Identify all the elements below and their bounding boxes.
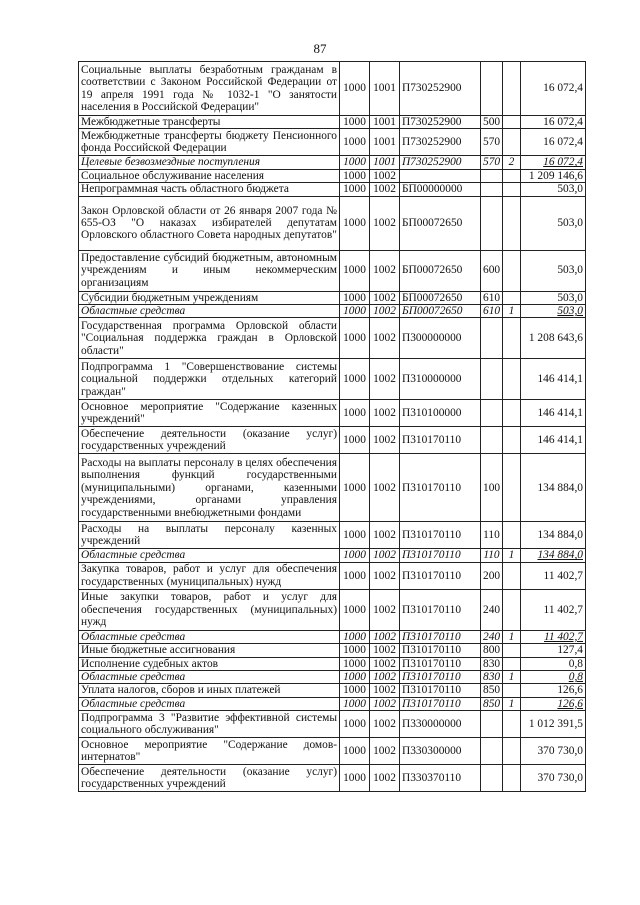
amount-cell <box>521 291 586 304</box>
expense-type-code-cell <box>481 196 503 250</box>
section-code-cell: 1000 <box>340 169 370 182</box>
amount-cell <box>521 250 586 291</box>
expense-type-code-cell: 110 <box>481 522 503 549</box>
row-name-cell: Межбюджетные трансферты бюджету Пенсионного фонда Российской Федерации <box>79 129 340 156</box>
funding-source-code-cell <box>503 183 521 196</box>
funding-source-code-cell: 1 <box>503 630 521 643</box>
amount-value: 16 072,4 <box>543 82 583 95</box>
target-article-code-cell: П310170110 <box>400 644 481 657</box>
funding-source-code-cell <box>503 250 521 291</box>
row-name-cell: Иные бюджетные ассигнования <box>79 644 340 657</box>
section-code-cell: 1000 <box>340 589 370 630</box>
target-article-code-cell: П310170110 <box>400 684 481 697</box>
funding-source-code-cell: 1 <box>503 305 521 318</box>
funding-source-code-cell <box>503 359 521 400</box>
expense-type-code-cell <box>481 359 503 400</box>
target-article-code-cell: БП00072650 <box>400 291 481 304</box>
target-article-code-cell: П310170110 <box>400 549 481 562</box>
amount-cell <box>521 116 586 129</box>
amount-cell <box>521 454 586 522</box>
amount-cell <box>521 62 586 116</box>
row-name-cell: Расходы на выплаты персоналу в целях обеспечения выполнения функций государственными (муниципальными) органами, казенными учреждениями, органами управления государственными внебюджетными фондами <box>79 454 340 522</box>
section-code-cell: 1000 <box>340 318 370 359</box>
target-article-code-cell <box>400 169 481 182</box>
subsection-code-cell: 1002 <box>370 305 400 318</box>
amount-value: 0,8 <box>568 657 583 670</box>
expense-type-code-cell <box>481 169 503 182</box>
section-code-cell: 1000 <box>340 183 370 196</box>
subsection-code-cell: 1002 <box>370 697 400 710</box>
subsection-code-cell: 1002 <box>370 400 400 427</box>
expense-type-code-cell: 570 <box>481 129 503 156</box>
section-code-cell: 1000 <box>340 671 370 684</box>
subsection-code-cell: 1002 <box>370 318 400 359</box>
table-row <box>79 630 586 643</box>
amount-value: 11 402,7 <box>543 603 583 616</box>
table-row <box>79 454 586 522</box>
amount-value: 503,0 <box>557 216 583 229</box>
subsection-code-cell: 1002 <box>370 169 400 182</box>
amount-cell <box>521 549 586 562</box>
target-article-code-cell: П310170110 <box>400 522 481 549</box>
row-name-cell: Областные средства <box>79 549 340 562</box>
target-article-code-cell: П310170110 <box>400 562 481 589</box>
expense-type-code-cell: 830 <box>481 657 503 670</box>
amount-value: 1 012 391,5 <box>528 718 583 731</box>
amount-cell <box>521 671 586 684</box>
table-row <box>79 671 586 684</box>
funding-source-code-cell: 2 <box>503 156 521 169</box>
subsection-code-cell: 1001 <box>370 62 400 116</box>
table-row <box>79 116 586 129</box>
subsection-code-cell: 1002 <box>370 562 400 589</box>
target-article-code-cell: П330000000 <box>400 711 481 738</box>
amount-cell <box>521 630 586 643</box>
target-article-code-cell: П300000000 <box>400 318 481 359</box>
amount-cell <box>521 589 586 630</box>
funding-source-code-cell: 1 <box>503 671 521 684</box>
amount-value: 146 414,1 <box>537 407 583 420</box>
row-name-cell: Субсидии бюджетным учреждениям <box>79 291 340 304</box>
section-code-cell: 1000 <box>340 427 370 454</box>
expense-type-code-cell: 240 <box>481 630 503 643</box>
amount-cell <box>521 129 586 156</box>
amount-value: 16 072,4 <box>543 136 583 149</box>
subsection-code-cell: 1002 <box>370 630 400 643</box>
amount-cell <box>521 427 586 454</box>
funding-source-code-cell <box>503 522 521 549</box>
row-name-cell: Социальные выплаты безработным гражданам в соответствии с Законом Российской Федерации от 19 апреля 1991 года № 1032-1 "О занятости населения в Российской Федерации" <box>79 62 340 116</box>
row-name-cell: Межбюджетные трансферты <box>79 116 340 129</box>
funding-source-code-cell <box>503 196 521 250</box>
row-name-cell: Закон Орловской области от 26 января 2007 года № 655-ОЗ "О наказах избирателей депутатам Орловского областного Совета народных депутатов" <box>79 196 340 250</box>
row-name-cell: Предоставление субсидий бюджетным, автономным учреждениям и иным некоммерческим организациям <box>79 250 340 291</box>
section-code-cell: 1000 <box>340 738 370 765</box>
row-name-cell: Областные средства <box>79 671 340 684</box>
expense-type-code-cell: 240 <box>481 589 503 630</box>
table-row <box>79 250 586 291</box>
row-name-cell: Целевые безвозмездные поступления <box>79 156 340 169</box>
expense-type-code-cell: 850 <box>481 684 503 697</box>
target-article-code-cell: П310170110 <box>400 697 481 710</box>
target-article-code-cell: П310170110 <box>400 671 481 684</box>
target-article-code-cell: П310170110 <box>400 589 481 630</box>
table-row <box>79 549 586 562</box>
section-code-cell: 1000 <box>340 644 370 657</box>
table-row <box>79 359 586 400</box>
subsection-code-cell: 1001 <box>370 129 400 156</box>
row-name-cell: Областные средства <box>79 305 340 318</box>
target-article-code-cell: П730252900 <box>400 116 481 129</box>
table-row <box>79 738 586 765</box>
section-code-cell: 1000 <box>340 454 370 522</box>
subsection-code-cell: 1002 <box>370 291 400 304</box>
target-article-code-cell: П310100000 <box>400 400 481 427</box>
table-row <box>79 291 586 304</box>
table-row <box>79 765 586 792</box>
funding-source-code-cell <box>503 765 521 792</box>
row-name-cell: Государственная программа Орловской области "Социальная поддержка граждан в Орловской области" <box>79 318 340 359</box>
funding-source-code-cell <box>503 169 521 182</box>
target-article-code-cell: П730252900 <box>400 62 481 116</box>
expense-type-code-cell: 800 <box>481 644 503 657</box>
amount-cell <box>521 711 586 738</box>
section-code-cell: 1000 <box>340 522 370 549</box>
amount-value: 503,0 <box>557 264 583 277</box>
expense-type-code-cell <box>481 427 503 454</box>
subsection-code-cell: 1002 <box>370 454 400 522</box>
subsection-code-cell: 1002 <box>370 183 400 196</box>
target-article-code-cell: П330370110 <box>400 765 481 792</box>
row-name-cell: Закупка товаров, работ и услуг для обеспечения государственных (муниципальных) нужд <box>79 562 340 589</box>
target-article-code-cell: П730252900 <box>400 156 481 169</box>
subsection-code-cell: 1002 <box>370 549 400 562</box>
subsection-code-cell: 1002 <box>370 644 400 657</box>
funding-source-code-cell <box>503 318 521 359</box>
funding-source-code-cell <box>503 454 521 522</box>
amount-cell <box>521 765 586 792</box>
row-name-cell: Подпрограмма 1 "Совершенствование системы социальной поддержки отдельных категорий граждан" <box>79 359 340 400</box>
amount-value: 16 072,4 <box>543 156 583 169</box>
funding-source-code-cell <box>503 657 521 670</box>
section-code-cell: 1000 <box>340 196 370 250</box>
expense-type-code-cell <box>481 738 503 765</box>
target-article-code-cell: БП00000000 <box>400 183 481 196</box>
target-article-code-cell: БП00072650 <box>400 305 481 318</box>
expense-type-code-cell: 200 <box>481 562 503 589</box>
table-row <box>79 169 586 182</box>
section-code-cell: 1000 <box>340 657 370 670</box>
row-name-cell: Исполнение судебных актов <box>79 657 340 670</box>
section-code-cell: 1000 <box>340 116 370 129</box>
section-code-cell: 1000 <box>340 711 370 738</box>
amount-cell <box>521 183 586 196</box>
target-article-code-cell: П330300000 <box>400 738 481 765</box>
subsection-code-cell: 1002 <box>370 684 400 697</box>
amount-cell <box>521 522 586 549</box>
amount-value: 503,0 <box>557 183 583 196</box>
funding-source-code-cell <box>503 644 521 657</box>
funding-source-code-cell <box>503 291 521 304</box>
amount-value: 146 414,1 <box>537 373 583 386</box>
section-code-cell: 1000 <box>340 359 370 400</box>
amount-cell <box>521 196 586 250</box>
table-row <box>79 318 586 359</box>
amount-cell <box>521 562 586 589</box>
row-name-cell: Обеспечение деятельности (оказание услуг) государственных учреждений <box>79 427 340 454</box>
section-code-cell: 1000 <box>340 765 370 792</box>
section-code-cell: 1000 <box>340 250 370 291</box>
target-article-code-cell: П310170110 <box>400 630 481 643</box>
amount-value: 370 730,0 <box>537 772 583 785</box>
funding-source-code-cell <box>503 129 521 156</box>
subsection-code-cell: 1002 <box>370 657 400 670</box>
amount-value: 0,8 <box>568 671 583 684</box>
amount-cell <box>521 359 586 400</box>
table-row <box>79 129 586 156</box>
amount-value: 1 208 643,6 <box>528 332 583 345</box>
page-number: 87 <box>313 41 327 56</box>
expense-type-code-cell <box>481 765 503 792</box>
expense-type-code-cell <box>481 62 503 116</box>
row-name-cell: Основное мероприятие "Содержание казенных учреждений" <box>79 400 340 427</box>
amount-value: 11 402,7 <box>543 630 583 643</box>
table-row <box>79 156 586 169</box>
subsection-code-cell: 1002 <box>370 765 400 792</box>
table-row <box>79 196 586 250</box>
funding-source-code-cell <box>503 116 521 129</box>
expense-type-code-cell: 500 <box>481 116 503 129</box>
subsection-code-cell: 1002 <box>370 671 400 684</box>
funding-source-code-cell <box>503 684 521 697</box>
row-name-cell: Иные закупки товаров, работ и услуг для обеспечения государственных (муниципальных) нужд <box>79 589 340 630</box>
section-code-cell: 1000 <box>340 562 370 589</box>
table-row <box>79 644 586 657</box>
amount-cell <box>521 684 586 697</box>
expense-type-code-cell: 610 <box>481 291 503 304</box>
target-article-code-cell: БП00072650 <box>400 196 481 250</box>
funding-source-code-cell <box>503 711 521 738</box>
section-code-cell: 1000 <box>340 684 370 697</box>
row-name-cell: Расходы на выплаты персоналу казенных учреждений <box>79 522 340 549</box>
subsection-code-cell: 1002 <box>370 427 400 454</box>
amount-cell <box>521 169 586 182</box>
target-article-code-cell: П310170110 <box>400 454 481 522</box>
row-name-cell: Подпрограмма 3 "Развитие эффективной системы социального обслуживания" <box>79 711 340 738</box>
row-name-cell: Областные средства <box>79 630 340 643</box>
section-code-cell: 1000 <box>340 62 370 116</box>
target-article-code-cell: П310170110 <box>400 427 481 454</box>
table-row <box>79 684 586 697</box>
table-row <box>79 589 586 630</box>
funding-source-code-cell <box>503 589 521 630</box>
expense-type-code-cell <box>481 711 503 738</box>
amount-value: 16 072,4 <box>543 116 583 128</box>
table-row <box>79 305 586 318</box>
amount-cell <box>521 305 586 318</box>
amount-cell <box>521 400 586 427</box>
amount-value: 126,6 <box>557 697 583 710</box>
funding-source-code-cell <box>503 738 521 765</box>
section-code-cell: 1000 <box>340 291 370 304</box>
amount-value: 126,6 <box>557 684 583 697</box>
funding-source-code-cell <box>503 427 521 454</box>
subsection-code-cell: 1002 <box>370 711 400 738</box>
row-name-cell: Обеспечение деятельности (оказание услуг) государственных учреждений <box>79 765 340 792</box>
subsection-code-cell: 1002 <box>370 589 400 630</box>
expense-type-code-cell <box>481 183 503 196</box>
target-article-code-cell: БП00072650 <box>400 250 481 291</box>
amount-value: 370 730,0 <box>537 745 583 758</box>
amount-value: 146 414,1 <box>537 434 583 447</box>
subsection-code-cell: 1002 <box>370 522 400 549</box>
table-row <box>79 562 586 589</box>
section-code-cell: 1000 <box>340 156 370 169</box>
amount-value: 503,0 <box>557 291 583 304</box>
target-article-code-cell: П310000000 <box>400 359 481 400</box>
expense-type-code-cell: 850 <box>481 697 503 710</box>
section-code-cell: 1000 <box>340 630 370 643</box>
table-row <box>79 427 586 454</box>
row-name-cell: Основное мероприятие "Содержание домов-интернатов" <box>79 738 340 765</box>
table-row <box>79 62 586 116</box>
row-name-cell: Уплата налогов, сборов и иных платежей <box>79 684 340 697</box>
row-name-cell: Непрограммная часть областного бюджета <box>79 183 340 196</box>
row-name-cell: Социальное обслуживание населения <box>79 169 340 182</box>
row-name-cell: Областные средства <box>79 697 340 710</box>
table-body <box>79 62 586 792</box>
expense-type-code-cell: 570 <box>481 156 503 169</box>
funding-source-code-cell <box>503 562 521 589</box>
expense-type-code-cell: 610 <box>481 305 503 318</box>
table-row <box>79 697 586 710</box>
amount-cell <box>521 697 586 710</box>
subsection-code-cell: 1002 <box>370 196 400 250</box>
section-code-cell: 1000 <box>340 697 370 710</box>
section-code-cell: 1000 <box>340 129 370 156</box>
amount-cell <box>521 657 586 670</box>
amount-cell <box>521 318 586 359</box>
amount-value: 134 884,0 <box>537 549 583 562</box>
amount-value: 1 209 146,6 <box>528 169 583 182</box>
table-row <box>79 711 586 738</box>
section-code-cell: 1000 <box>340 400 370 427</box>
budget-table <box>78 61 586 792</box>
funding-source-code-cell <box>503 62 521 116</box>
section-code-cell: 1000 <box>340 305 370 318</box>
table-row <box>79 400 586 427</box>
target-article-code-cell: П310170110 <box>400 657 481 670</box>
amount-cell <box>521 738 586 765</box>
expense-type-code-cell: 110 <box>481 549 503 562</box>
amount-value: 127,4 <box>557 644 583 657</box>
expense-type-code-cell: 600 <box>481 250 503 291</box>
section-code-cell: 1000 <box>340 549 370 562</box>
funding-source-code-cell: 1 <box>503 549 521 562</box>
table-row <box>79 657 586 670</box>
table-row <box>79 183 586 196</box>
funding-source-code-cell <box>503 400 521 427</box>
subsection-code-cell: 1002 <box>370 250 400 291</box>
amount-cell <box>521 644 586 657</box>
expense-type-code-cell <box>481 400 503 427</box>
expense-type-code-cell: 830 <box>481 671 503 684</box>
amount-cell <box>521 156 586 169</box>
amount-value: 134 884,0 <box>537 529 583 542</box>
amount-value: 134 884,0 <box>537 481 583 494</box>
subsection-code-cell: 1001 <box>370 156 400 169</box>
subsection-code-cell: 1002 <box>370 738 400 765</box>
target-article-code-cell: П730252900 <box>400 129 481 156</box>
expense-type-code-cell: 100 <box>481 454 503 522</box>
funding-source-code-cell: 1 <box>503 697 521 710</box>
expense-type-code-cell <box>481 318 503 359</box>
table-row <box>79 522 586 549</box>
amount-value: 11 402,7 <box>543 569 583 582</box>
amount-value: 503,0 <box>557 305 583 318</box>
subsection-code-cell: 1001 <box>370 116 400 129</box>
subsection-code-cell: 1002 <box>370 359 400 400</box>
